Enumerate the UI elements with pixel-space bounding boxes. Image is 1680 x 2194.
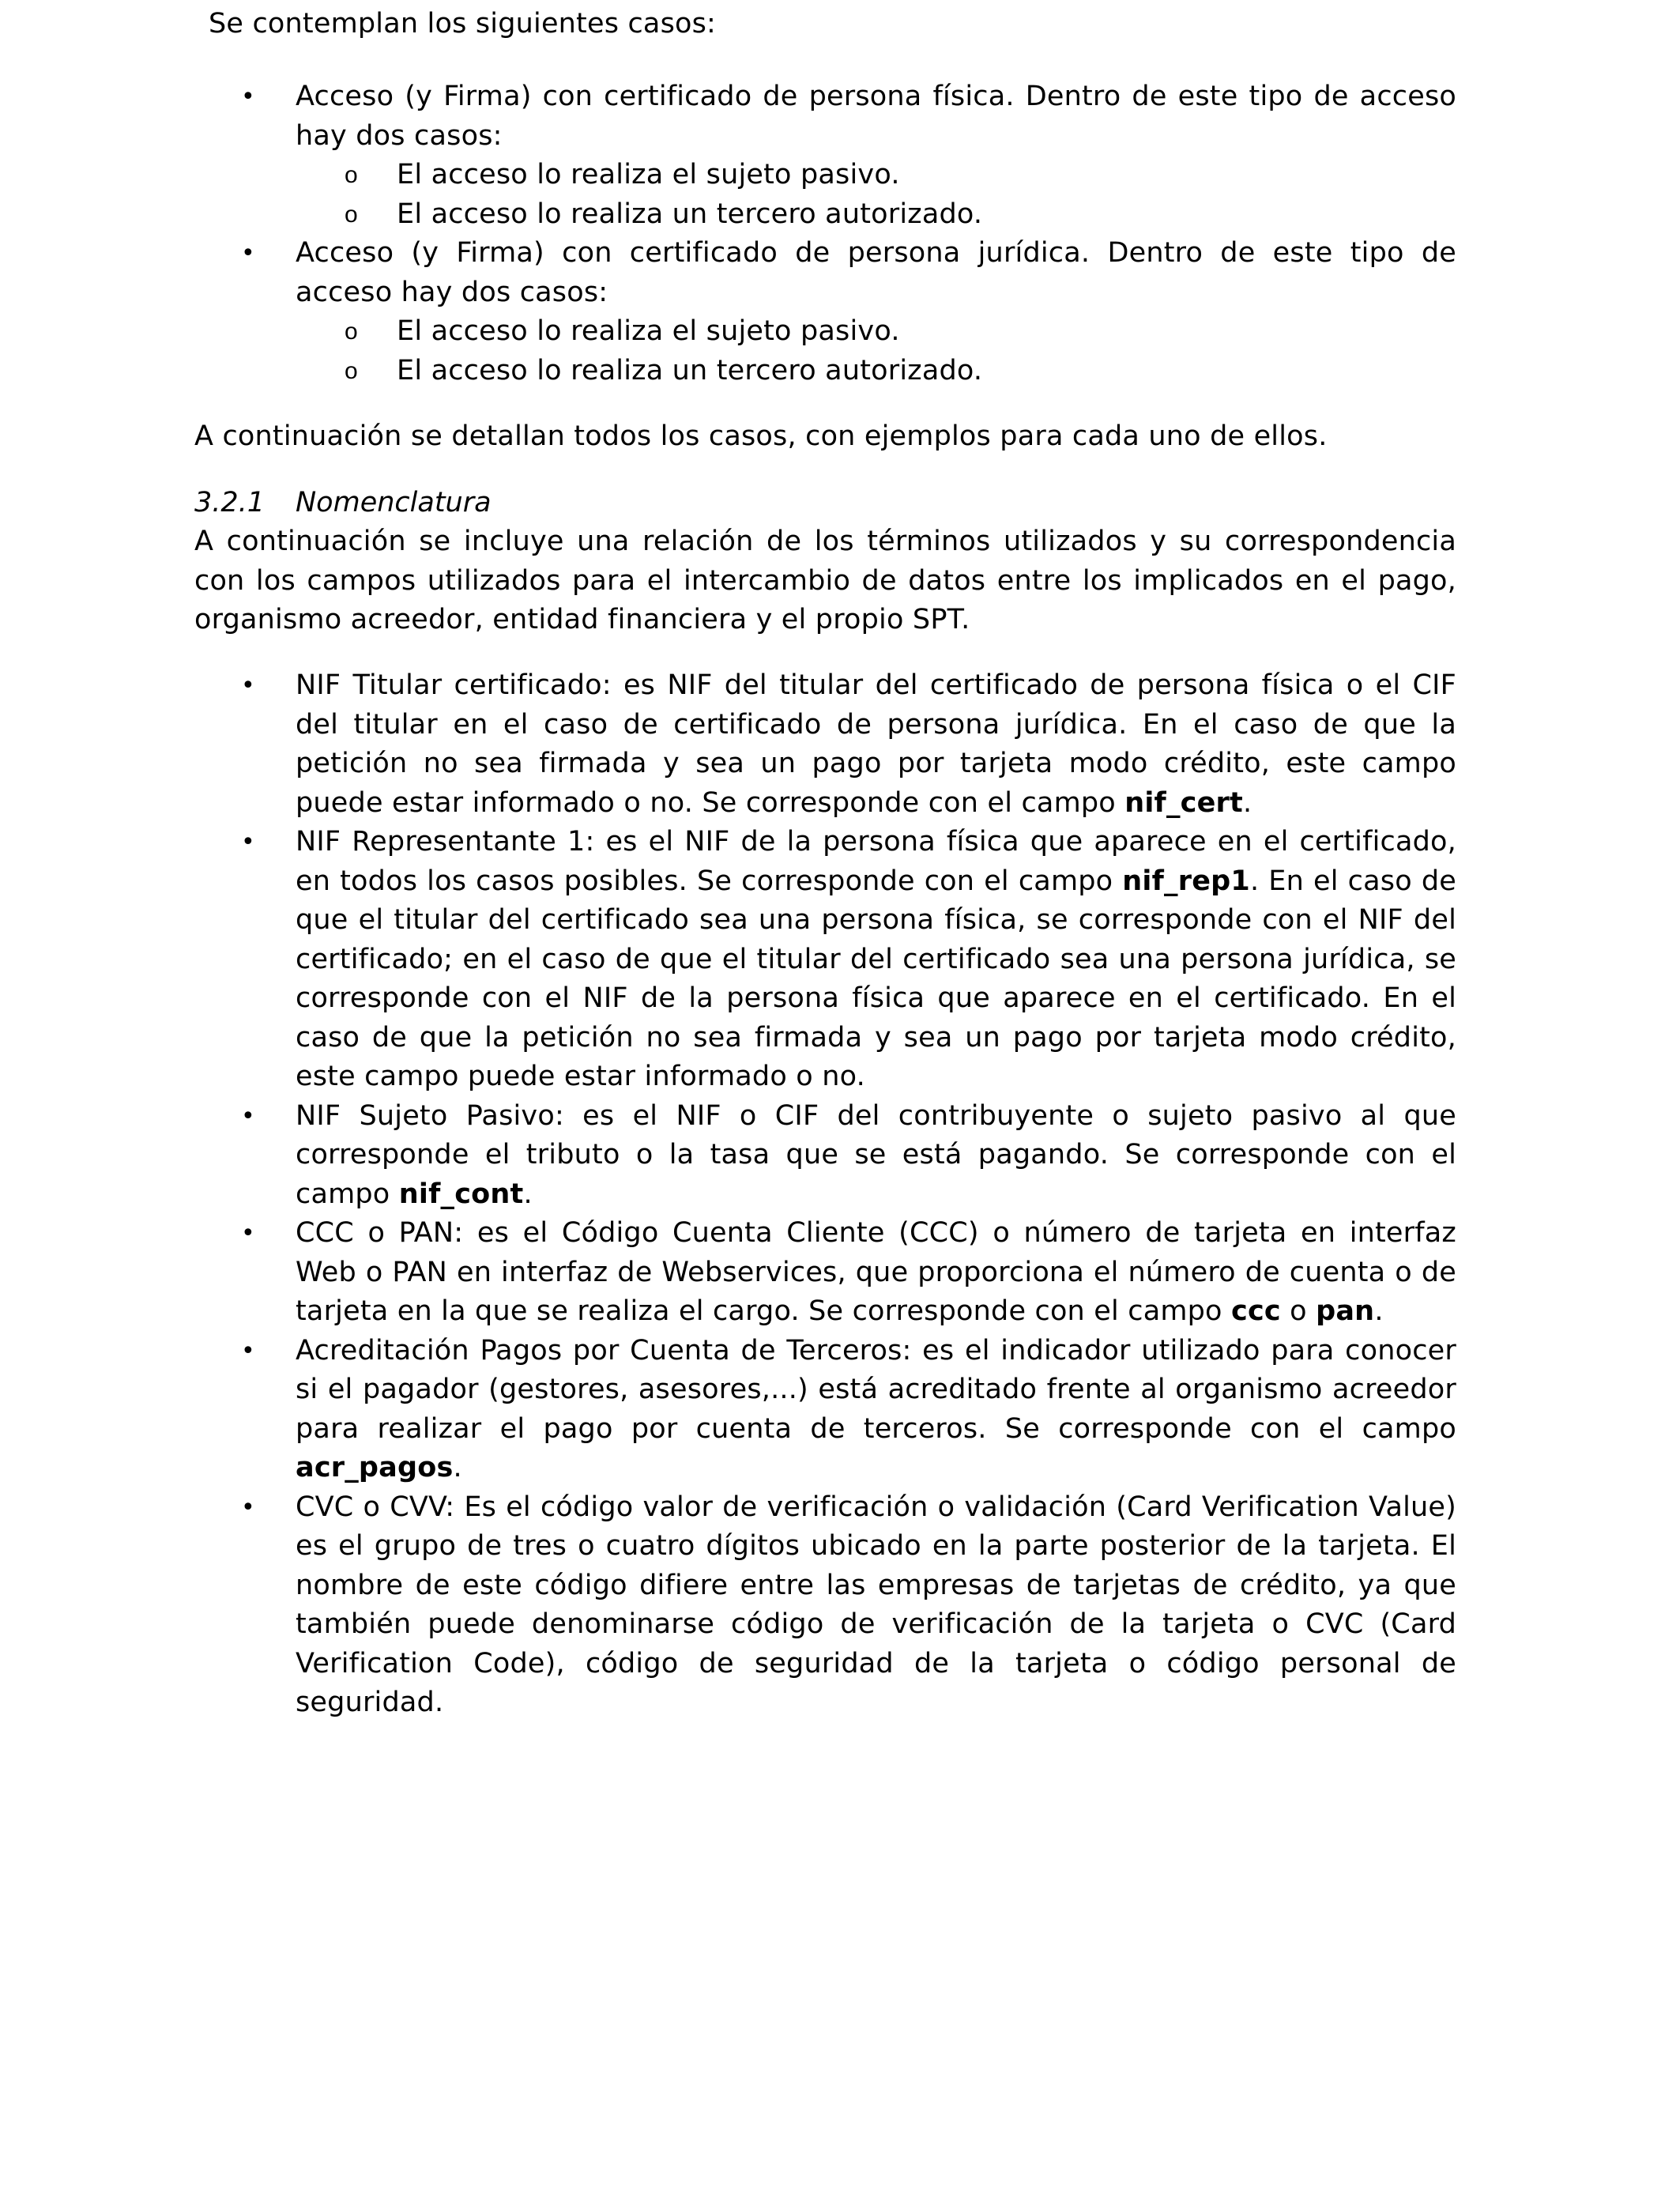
term-text-end: . En el caso de que el titular del certificado sea una persona física, se corresponde con el NIF del certificado; en el caso de que el titular del certificado sea una persona jurídica, se corresponde con el NIF de la persona física que aparece en el certificado. En el caso de que la petición no sea firmada y sea un pago por tarjeta modo crédito, este campo puede estar informado o no. [296, 865, 1456, 1092]
intro-text: Se contemplan los siguientes casos: [209, 8, 717, 40]
sub-list-item-text: El acceso lo realiza el sujeto pasivo. [397, 315, 900, 347]
bullet-icon: • [241, 83, 255, 111]
term-text: NIF Titular certificado: es NIF del titular del certificado de persona física o el CIF del titular en el caso de certificado de persona jurídica. En el caso de que la petición no sea firmada y sea un pago por tarjeta modo crédito, este campo puede estar informado o no. Se corresponde con el campo [296, 669, 1456, 819]
bullet-icon: • [241, 1493, 255, 1521]
term-text: NIF Representante 1: es el NIF de la persona física que aparece en el certificado, en todos los casos posibles. Se corresponde con el campo [296, 826, 1456, 897]
list-item-text: Acceso (y Firma) con certificado de persona jurídica. Dentro de este tipo de acceso hay dos casos: [296, 237, 1456, 308]
field-name: nif_rep1 [1122, 865, 1250, 897]
list-item [194, 77, 1456, 234]
sub-list-item [296, 312, 1456, 352]
term-text: NIF Sujeto Pasivo: es el NIF o CIF del contribuyente o sujeto pasivo al que corresponde el tributo o la tasa que se está pagando. Se corresponde con el campo [296, 1099, 1456, 1210]
access-cases-list [194, 77, 1456, 390]
sub-list-item-text: El acceso lo realiza el sujeto pasivo. [397, 159, 900, 190]
circle-bullet-icon: o [345, 357, 358, 384]
section-intro-paragraph: A continuación se incluye una relación de los términos utilizados y su correspondencia con los campos utilizados para el intercambio de datos entre los implicados en el pago, organismo acreedor, entidad financiera y el propio SPT. [194, 526, 1456, 635]
term-text-end: . [1374, 1295, 1384, 1327]
circle-bullet-icon: o [345, 319, 358, 345]
section-number: 3.2.1 [194, 487, 266, 518]
field-name: nif_cert [1124, 786, 1243, 819]
sub-list-item-text: El acceso lo realiza un tercero autorizado. [397, 354, 983, 386]
term-text-end: . [1242, 786, 1252, 819]
term-text: CCC o PAN: es el Código Cuenta Cliente (CCC) o número de tarjeta en interfaz Web o PAN en interfaz de Webservices, que proporciona el número de cuenta o de tarjeta en la que se realiza el cargo. Se corresponde con el campo [296, 1217, 1456, 1327]
term-text-end: . [453, 1452, 462, 1483]
bullet-icon: • [241, 1102, 255, 1130]
list-item-text: Acceso (y Firma) con certificado de persona física. Dentro de este tipo de acceso hay dos casos: [296, 81, 1456, 152]
bullet-icon: • [241, 1220, 255, 1247]
list-item-acr-pagos [194, 1332, 1456, 1488]
section-heading [194, 484, 492, 523]
list-item [194, 234, 1456, 390]
bullet-icon: • [241, 1336, 255, 1365]
sub-list-item [296, 195, 1456, 235]
sub-list [296, 156, 1456, 234]
field-name: acr_pagos [296, 1452, 454, 1483]
sub-list-item-text: El acceso lo realiza un tercero autorizado. [397, 198, 983, 230]
sub-list-item [296, 352, 1456, 391]
term-text-middle: o [1280, 1295, 1317, 1327]
list-item-nif-cert [194, 666, 1456, 823]
list-item-ccc-pan [194, 1214, 1456, 1332]
term-text: CVC o CVV: Es el código valor de verificación o validación (Card Verification Value) es el grupo de tres o cuatro dígitos ubicado en la parte posterior de la tarjeta. El nombre de este código difiere entre las empresas de tarjetas de crédito, ya que también puede denominarse código de verificación de la tarjeta o CVC (Card Verification Code), código de seguridad de la tarjeta o código personal de seguridad. [296, 1491, 1456, 1718]
field-name: pan [1316, 1295, 1375, 1327]
field-name: nif_cont [398, 1178, 524, 1210]
list-item-cvc-cvv [194, 1488, 1456, 1723]
continue-paragraph: A continuación se detallan todos los casos, con ejemplos para cada uno de ellos. [194, 420, 1328, 452]
circle-bullet-icon: o [345, 201, 358, 228]
terms-list [194, 666, 1456, 1723]
circle-bullet-icon: o [345, 162, 358, 188]
sub-list-item [296, 156, 1456, 195]
list-item-nif-rep1 [194, 823, 1456, 1097]
term-text: Acreditación Pagos por Cuenta de Terceros: es el indicador utilizado para conocer si el pagador (gestores, asesores,...) está acreditado frente al organismo acreedor para realizar el pago por cuenta de terceros. Se corresponde con el campo [296, 1334, 1456, 1445]
term-text-end: . [523, 1178, 533, 1210]
bullet-icon: • [241, 672, 255, 699]
bullet-icon: • [241, 239, 255, 267]
section-title: Nomenclatura [296, 487, 492, 518]
list-item-nif-cont [194, 1097, 1456, 1215]
sub-list [296, 312, 1456, 390]
field-name: ccc [1231, 1295, 1281, 1327]
bullet-icon: • [241, 828, 255, 856]
